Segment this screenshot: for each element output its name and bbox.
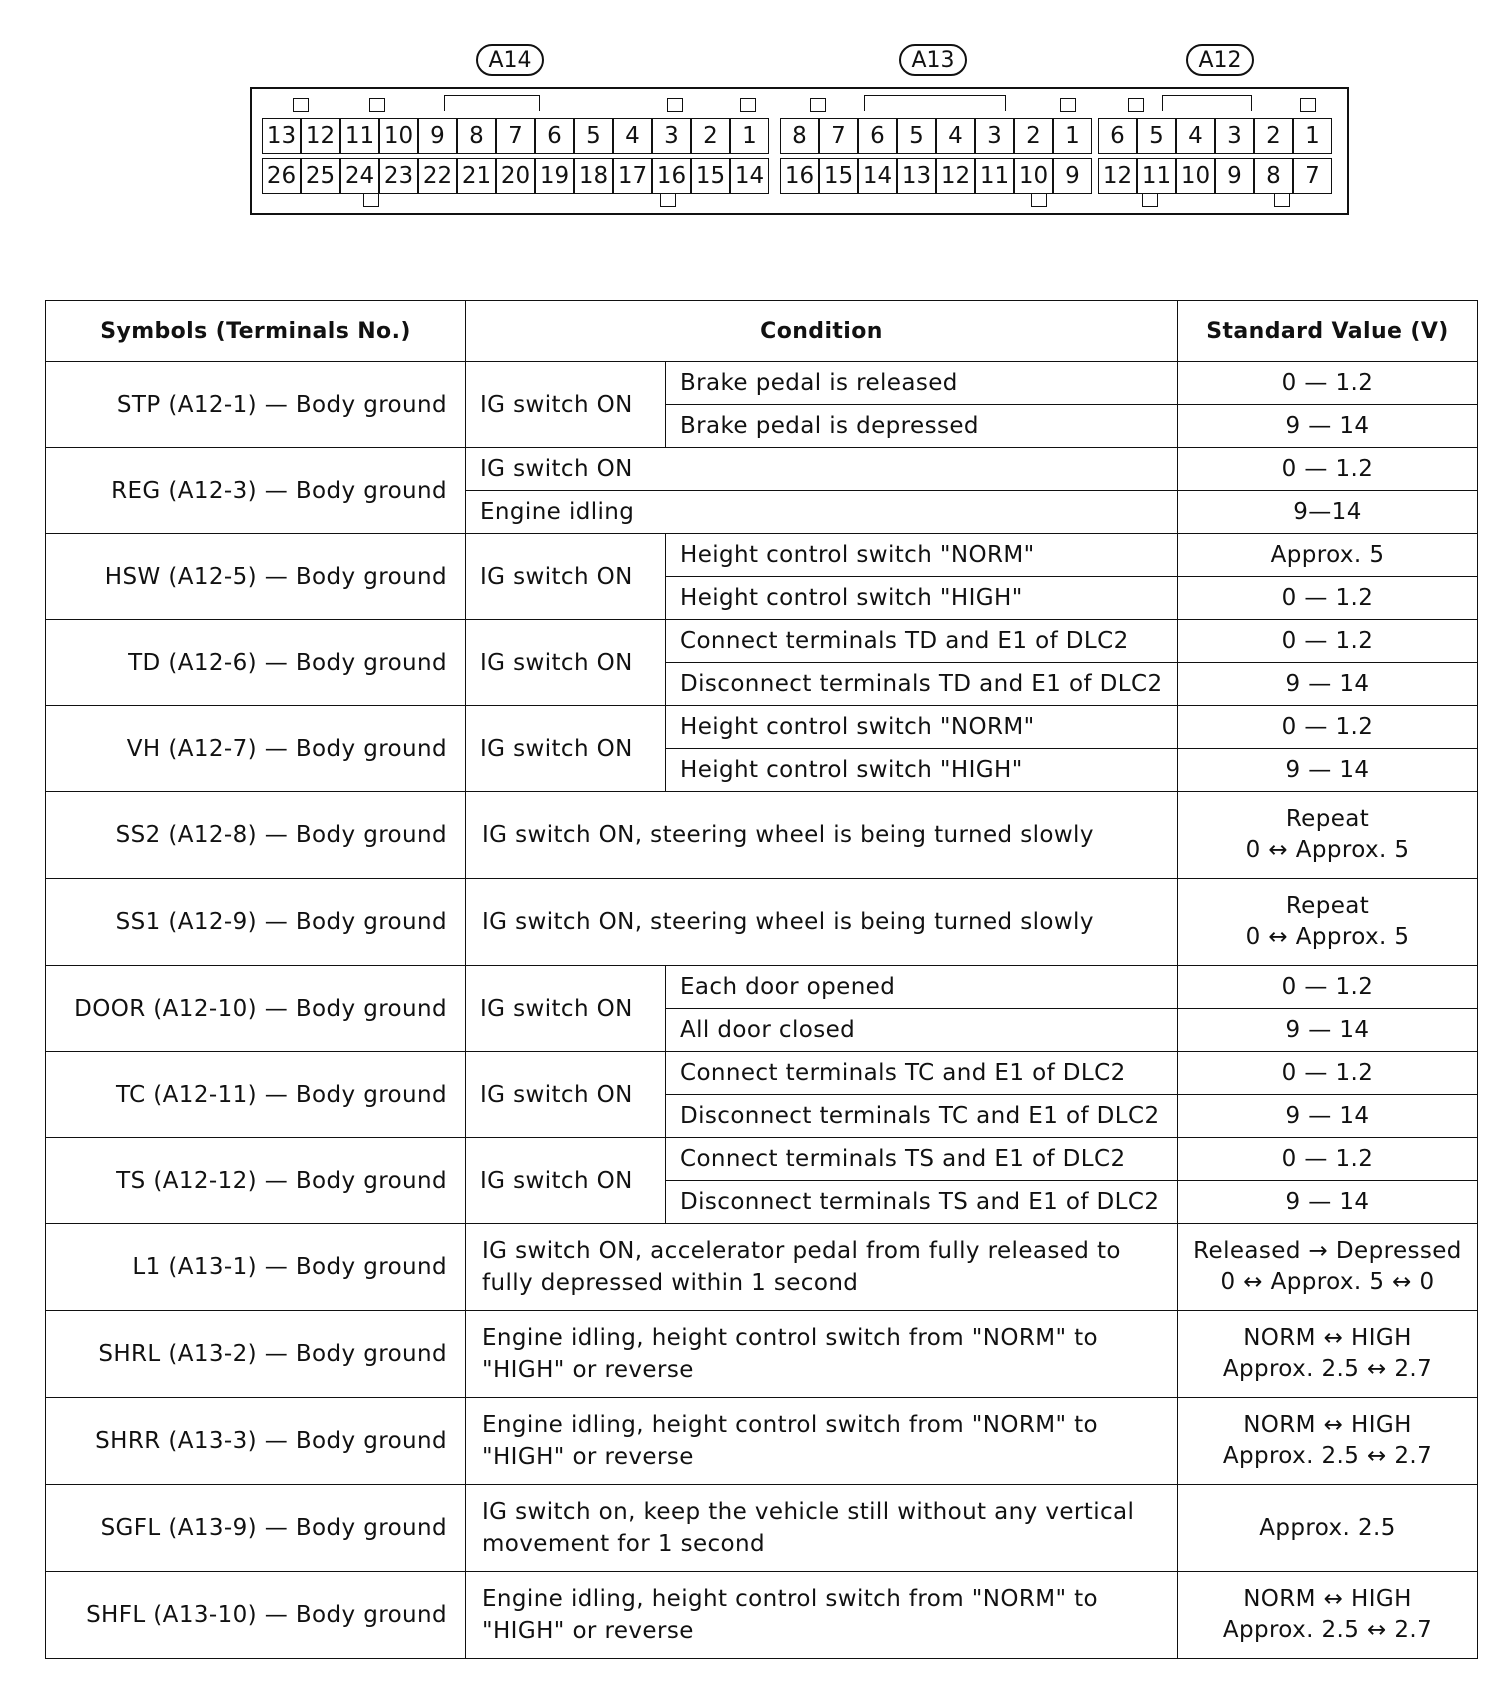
connector-pin: 19 (535, 158, 574, 194)
standard-value: 9 — 14 (1178, 749, 1478, 792)
condition-main: IG switch ON (466, 620, 666, 706)
connector-label-a12: A12 (1186, 44, 1254, 76)
condition-detail: Connect terminals TC and E1 of DLC2 (666, 1052, 1178, 1095)
header-standard-value: Standard Value (V) (1178, 301, 1478, 362)
standard-value: 9 — 14 (1178, 1095, 1478, 1138)
standard-value: 0 — 1.2 (1178, 706, 1478, 749)
table-row (46, 534, 1478, 577)
standard-value-line: Released → Depressed (1193, 1238, 1462, 1264)
condition-main (466, 1311, 1178, 1398)
table-row (46, 1485, 1478, 1572)
table-row (46, 1224, 1478, 1311)
condition-line: "HIGH" or reverse (482, 1618, 694, 1644)
standard-value-line: NORM ↔ HIGH (1243, 1325, 1412, 1351)
connector-pin: 14 (858, 158, 897, 194)
terminal-symbol: STP (A12-1) — Body ground (46, 362, 466, 448)
connector-key-bar (1162, 95, 1252, 111)
condition-detail: Height control switch "HIGH" (666, 749, 1178, 792)
connector-pin: 2 (1254, 118, 1293, 154)
connector-latch (667, 98, 683, 112)
connector-pin: 5 (897, 118, 936, 154)
connector-pin: 22 (418, 158, 457, 194)
connector-pin: 3 (975, 118, 1014, 154)
condition-detail: Disconnect terminals TD and E1 of DLC2 (666, 663, 1178, 706)
condition-line: movement for 1 second (482, 1531, 766, 1557)
condition-main (466, 1224, 1178, 1311)
terminal-symbol: SHFL (A13-10) — Body ground (46, 1572, 466, 1659)
standard-value (1178, 1485, 1478, 1572)
standard-value: 9 — 14 (1178, 663, 1478, 706)
connector-pin: 16 (780, 158, 819, 194)
condition-main (466, 1398, 1178, 1485)
connector-pin: 12 (301, 118, 340, 154)
connector-pin: 8 (457, 118, 496, 154)
standard-value-line: 0 ↔ Approx. 5 (1245, 837, 1410, 863)
connector-pin: 10 (1176, 158, 1215, 194)
standard-value: 0 — 1.2 (1178, 620, 1478, 663)
standard-value: 9 — 14 (1178, 1181, 1478, 1224)
condition-detail: Disconnect terminals TC and E1 of DLC2 (666, 1095, 1178, 1138)
connector-pin: 12 (1098, 158, 1137, 194)
condition-main: IG switch ON, steering wheel is being turned slowly (466, 792, 1178, 879)
connector-latch (740, 98, 756, 112)
standard-value: Approx. 5 (1178, 534, 1478, 577)
connector-latch (1128, 98, 1144, 112)
standard-value (1178, 1572, 1478, 1659)
connector-pin: 7 (1293, 158, 1332, 194)
connector-label-a13: A13 (899, 44, 967, 76)
standard-value-line: Approx. 2.5 ↔ 2.7 (1222, 1617, 1433, 1643)
connector-pin: 10 (1014, 158, 1053, 194)
standard-value (1178, 879, 1478, 966)
terminal-symbol: TS (A12-12) — Body ground (46, 1138, 466, 1224)
terminal-spec-table (45, 300, 1478, 1659)
table-row (46, 448, 1478, 491)
standard-value: 9 — 14 (1178, 405, 1478, 448)
condition-main: IG switch ON (466, 1138, 666, 1224)
condition-detail: Each door opened (666, 966, 1178, 1009)
standard-value-line: Approx. 2.5 (1259, 1514, 1396, 1541)
condition-main: IG switch ON (466, 534, 666, 620)
connector-pin: 4 (613, 118, 652, 154)
connector-pin: 5 (1137, 118, 1176, 154)
table-row (46, 620, 1478, 663)
condition-main: IG switch ON (466, 966, 666, 1052)
condition-line: "HIGH" or reverse (482, 1357, 694, 1383)
standard-value: 0 — 1.2 (1178, 966, 1478, 1009)
table-row (46, 1398, 1478, 1485)
connector-latch (1300, 98, 1316, 112)
standard-value: 9—14 (1178, 491, 1478, 534)
condition-detail: All door closed (666, 1009, 1178, 1052)
condition-main: IG switch ON (466, 1052, 666, 1138)
connector-pin: 24 (340, 158, 379, 194)
header-condition: Condition (466, 301, 1178, 362)
condition-detail: Connect terminals TD and E1 of DLC2 (666, 620, 1178, 663)
connector-pin: 2 (691, 118, 730, 154)
terminal-symbol: L1 (A13-1) — Body ground (46, 1224, 466, 1311)
connector-pin: 2 (1014, 118, 1053, 154)
connector-pin: 4 (1176, 118, 1215, 154)
standard-value-line: Approx. 2.5 ↔ 2.7 (1222, 1443, 1433, 1469)
terminal-symbol: VH (A12-7) — Body ground (46, 706, 466, 792)
connector-pin: 13 (262, 118, 301, 154)
condition-main: IG switch ON (466, 448, 1178, 491)
connector-latch (369, 98, 385, 112)
table-row (46, 966, 1478, 1009)
table-row (46, 362, 1478, 405)
standard-value: 9 — 14 (1178, 1009, 1478, 1052)
condition-line: Engine idling, height control switch from "NORM" to (482, 1586, 1099, 1612)
connector-pin: 3 (652, 118, 691, 154)
table-row (46, 706, 1478, 749)
standard-value (1178, 792, 1478, 879)
connector-pin: 10 (379, 118, 418, 154)
terminal-symbol: SHRR (A13-3) — Body ground (46, 1398, 466, 1485)
connector-pin: 9 (418, 118, 457, 154)
condition-detail: Brake pedal is depressed (666, 405, 1178, 448)
connector-latch (1060, 98, 1076, 112)
standard-value-line: Repeat (1285, 806, 1370, 832)
condition-detail: Height control switch "NORM" (666, 706, 1178, 749)
standard-value: 0 — 1.2 (1178, 362, 1478, 405)
connector-pin: 11 (340, 118, 379, 154)
connector-pin: 3 (1215, 118, 1254, 154)
standard-value-line: NORM ↔ HIGH (1243, 1412, 1412, 1438)
connector-pin: 13 (897, 158, 936, 194)
terminal-symbol: SS2 (A12-8) — Body ground (46, 792, 466, 879)
standard-value-line: 0 ↔ Approx. 5 ↔ 0 (1220, 1269, 1435, 1295)
condition-main (466, 1572, 1178, 1659)
connector-pin: 17 (613, 158, 652, 194)
table-row (46, 1572, 1478, 1659)
standard-value-line: Approx. 2.5 ↔ 2.7 (1222, 1356, 1433, 1382)
connector-pin: 6 (858, 118, 897, 154)
connector-pin: 9 (1053, 158, 1092, 194)
connector-pin: 6 (535, 118, 574, 154)
condition-line: fully depressed within 1 second (482, 1270, 859, 1296)
standard-value: 0 — 1.2 (1178, 1052, 1478, 1095)
connector-latch (1142, 193, 1158, 207)
table-body (46, 362, 1478, 1659)
terminal-symbol: TD (A12-6) — Body ground (46, 620, 466, 706)
connector-key-bar (864, 95, 1006, 111)
connector-pin: 1 (1293, 118, 1332, 154)
connector-pin: 18 (574, 158, 613, 194)
standard-value (1178, 1311, 1478, 1398)
terminal-symbol: DOOR (A12-10) — Body ground (46, 966, 466, 1052)
connector-pin: 23 (379, 158, 418, 194)
table-row (46, 1138, 1478, 1181)
table-row (46, 1052, 1478, 1095)
connector-pin: 6 (1098, 118, 1137, 154)
terminal-symbol: REG (A12-3) — Body ground (46, 448, 466, 534)
connector-latch (293, 98, 309, 112)
standard-value-line: NORM ↔ HIGH (1243, 1586, 1412, 1612)
connector-latch (810, 98, 826, 112)
connector-latch (1031, 193, 1047, 207)
connector-pin: 5 (574, 118, 613, 154)
condition-detail: Connect terminals TS and E1 of DLC2 (666, 1138, 1178, 1181)
condition-main: IG switch ON (466, 706, 666, 792)
connector-pin: 7 (496, 118, 535, 154)
condition-line: Engine idling, height control switch from "NORM" to (482, 1412, 1099, 1438)
connector-pin: 1 (1053, 118, 1092, 154)
connector-latch (1274, 193, 1290, 207)
standard-value: 0 — 1.2 (1178, 577, 1478, 620)
connector-pin: 15 (819, 158, 858, 194)
terminal-symbol: SHRL (A13-2) — Body ground (46, 1311, 466, 1398)
condition-main: IG switch ON, steering wheel is being turned slowly (466, 879, 1178, 966)
standard-value-line: 0 ↔ Approx. 5 (1245, 924, 1410, 950)
terminal-symbol: SS1 (A12-9) — Body ground (46, 879, 466, 966)
condition-line: "HIGH" or reverse (482, 1444, 694, 1470)
condition-line: IG switch on, keep the vehicle still without any vertical (482, 1499, 1135, 1525)
connector-pin: 11 (975, 158, 1014, 194)
standard-value-line: Repeat (1285, 893, 1370, 919)
connector-latch (660, 193, 676, 207)
condition-main: Engine idling (466, 491, 1178, 534)
connector-pin: 26 (262, 158, 301, 194)
standard-value: 0 — 1.2 (1178, 1138, 1478, 1181)
condition-line: IG switch ON, accelerator pedal from fully released to (482, 1238, 1121, 1264)
table-row (46, 792, 1478, 879)
connector-latch (363, 193, 379, 207)
condition-detail: Height control switch "NORM" (666, 534, 1178, 577)
table-row (46, 879, 1478, 966)
terminal-symbol: TC (A12-11) — Body ground (46, 1052, 466, 1138)
connector-pin: 9 (1215, 158, 1254, 194)
connector-pin: 15 (691, 158, 730, 194)
connector-pin: 8 (1254, 158, 1293, 194)
condition-detail: Brake pedal is released (666, 362, 1178, 405)
standard-value: 0 — 1.2 (1178, 448, 1478, 491)
header-symbols: Symbols (Terminals No.) (46, 301, 466, 362)
connector-pin: 25 (301, 158, 340, 194)
connector-pin: 4 (936, 118, 975, 154)
condition-main: IG switch ON (466, 362, 666, 448)
table-row (46, 1311, 1478, 1398)
condition-line: Engine idling, height control switch from "NORM" to (482, 1325, 1099, 1351)
condition-detail: Height control switch "HIGH" (666, 577, 1178, 620)
connector-pin: 16 (652, 158, 691, 194)
connector-label-a14: A14 (476, 44, 544, 76)
connector-pin: 1 (730, 118, 769, 154)
terminal-symbol: SGFL (A13-9) — Body ground (46, 1485, 466, 1572)
condition-detail: Disconnect terminals TS and E1 of DLC2 (666, 1181, 1178, 1224)
connector-pin: 11 (1137, 158, 1176, 194)
connector-pin: 14 (730, 158, 769, 194)
standard-value (1178, 1224, 1478, 1311)
connector-key-bar (444, 95, 540, 111)
terminal-symbol: HSW (A12-5) — Body ground (46, 534, 466, 620)
condition-main (466, 1485, 1178, 1572)
connector-pin: 8 (780, 118, 819, 154)
connector-pin: 21 (457, 158, 496, 194)
connector-pin: 12 (936, 158, 975, 194)
connector-pin: 20 (496, 158, 535, 194)
connector-pin: 7 (819, 118, 858, 154)
standard-value (1178, 1398, 1478, 1485)
